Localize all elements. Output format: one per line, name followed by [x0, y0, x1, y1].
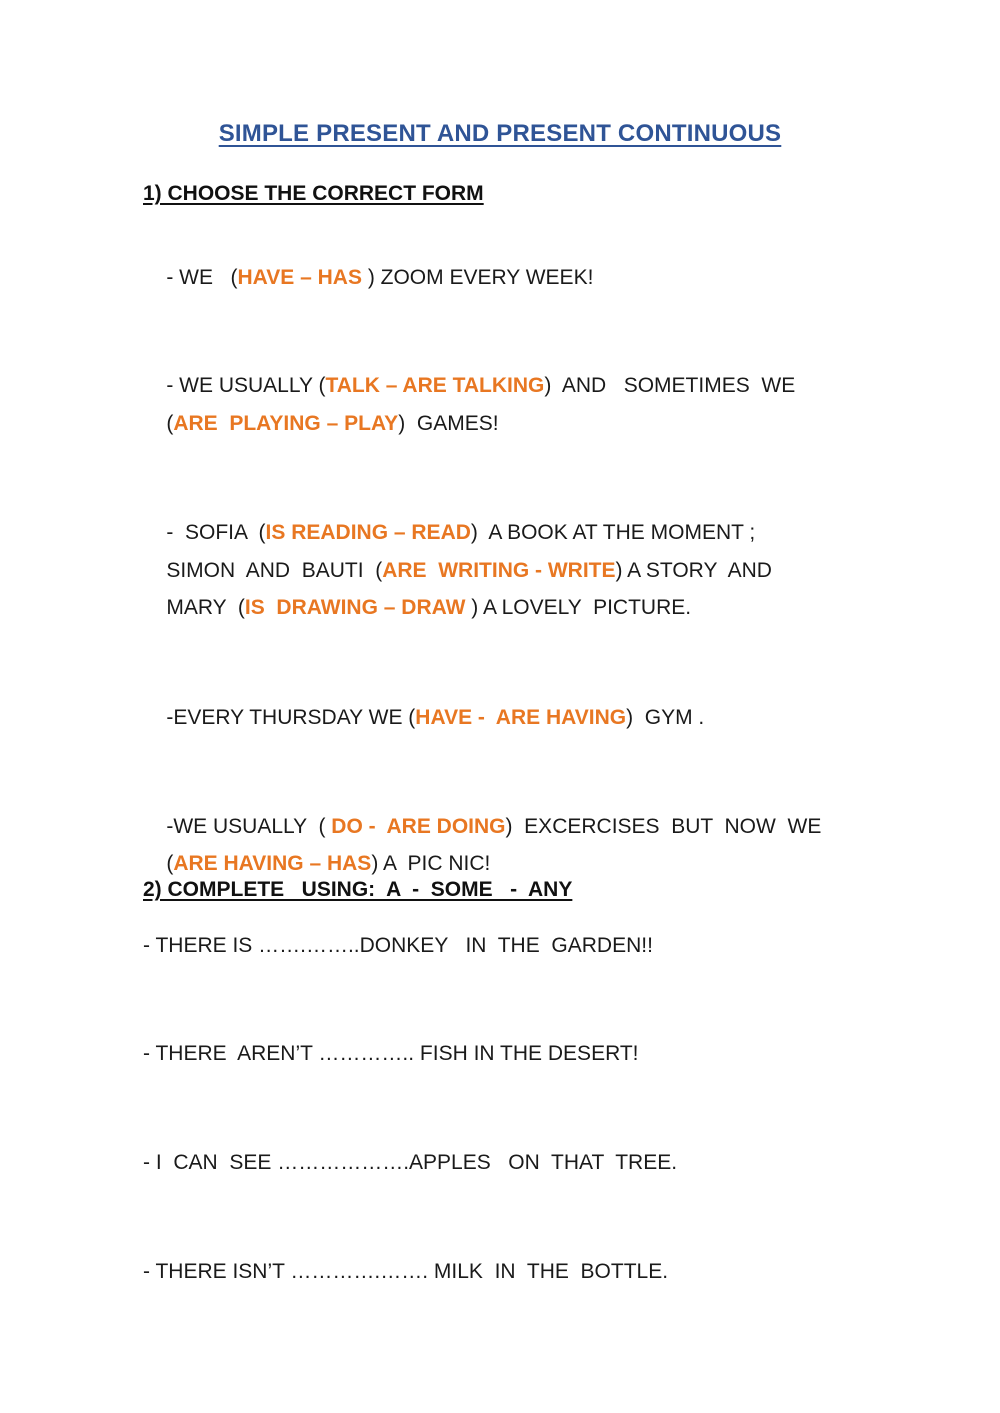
sentence-text: ) A LOVELY PICTURE. — [471, 596, 692, 619]
sentence-text: -WE USUALLY ( — [166, 815, 332, 838]
sentence-text: ) GYM . — [626, 706, 705, 729]
answer-options: IS READING – READ — [265, 521, 471, 544]
sentence-text: SIMON AND BAUTI ( — [166, 559, 383, 582]
answer-options: TALK – ARE TALKING — [325, 374, 545, 397]
answer-options: ARE WRITING - WRITE — [382, 559, 616, 582]
sentence-text: ) EXCERCISES BUT NOW WE — [505, 815, 822, 838]
sentence-text: - WE USUALLY ( — [166, 374, 326, 397]
answer-options: HAVE – HAS — [237, 266, 368, 289]
section-1-heading: 1) CHOOSE THE CORRECT FORM — [143, 182, 484, 205]
sentence-text: - SOFIA ( — [166, 521, 266, 544]
sentence-text: ) AND SOMETIMES WE — [544, 374, 796, 397]
exercise-2-line-2 — [143, 382, 499, 466]
answer-options: ARE HAVING – HAS — [173, 852, 372, 875]
sentence-text: ( — [166, 852, 174, 875]
fill-in-item-2: - THERE AREN’T ………….. FISH IN THE DESERT! — [143, 1042, 639, 1065]
sentence-text: - WE ( — [166, 266, 238, 289]
exercise-4-line — [143, 676, 704, 760]
sentence-text: ( — [166, 412, 174, 435]
sentence-text: MARY ( — [166, 596, 245, 619]
sentence-text: ) A PIC NIC! — [371, 852, 491, 875]
page-title: SIMPLE PRESENT AND PRESENT CONTINUOUS — [218, 120, 782, 147]
answer-options: IS DRAWING – DRAW — [244, 596, 472, 619]
section-2-heading: 2) COMPLETE USING: A - SOME - ANY — [143, 878, 573, 901]
fill-in-item-1: - THERE IS …….……..DONKEY IN THE GARDEN!! — [143, 934, 653, 957]
answer-options: DO - ARE DOING — [331, 815, 506, 838]
exercise-1-line — [143, 236, 593, 320]
exercise-3-line-3 — [143, 566, 691, 650]
answer-options: ARE PLAYING – PLAY — [173, 412, 399, 435]
sentence-text: ) A STORY AND — [615, 559, 772, 582]
sentence-text: ) A BOOK AT THE MOMENT ; — [470, 521, 756, 544]
sentence-text: -EVERY THURSDAY WE ( — [166, 706, 416, 729]
answer-options: HAVE - ARE HAVING — [415, 706, 627, 729]
sentence-text: ) GAMES! — [398, 412, 499, 435]
fill-in-item-4: - THERE ISN’T ………….……. MILK IN THE BOTTLE. — [143, 1260, 669, 1283]
sentence-text: ) ZOOM EVERY WEEK! — [367, 266, 594, 289]
fill-in-item-3: - I CAN SEE ……………….APPLES ON THAT TREE. — [143, 1151, 678, 1174]
